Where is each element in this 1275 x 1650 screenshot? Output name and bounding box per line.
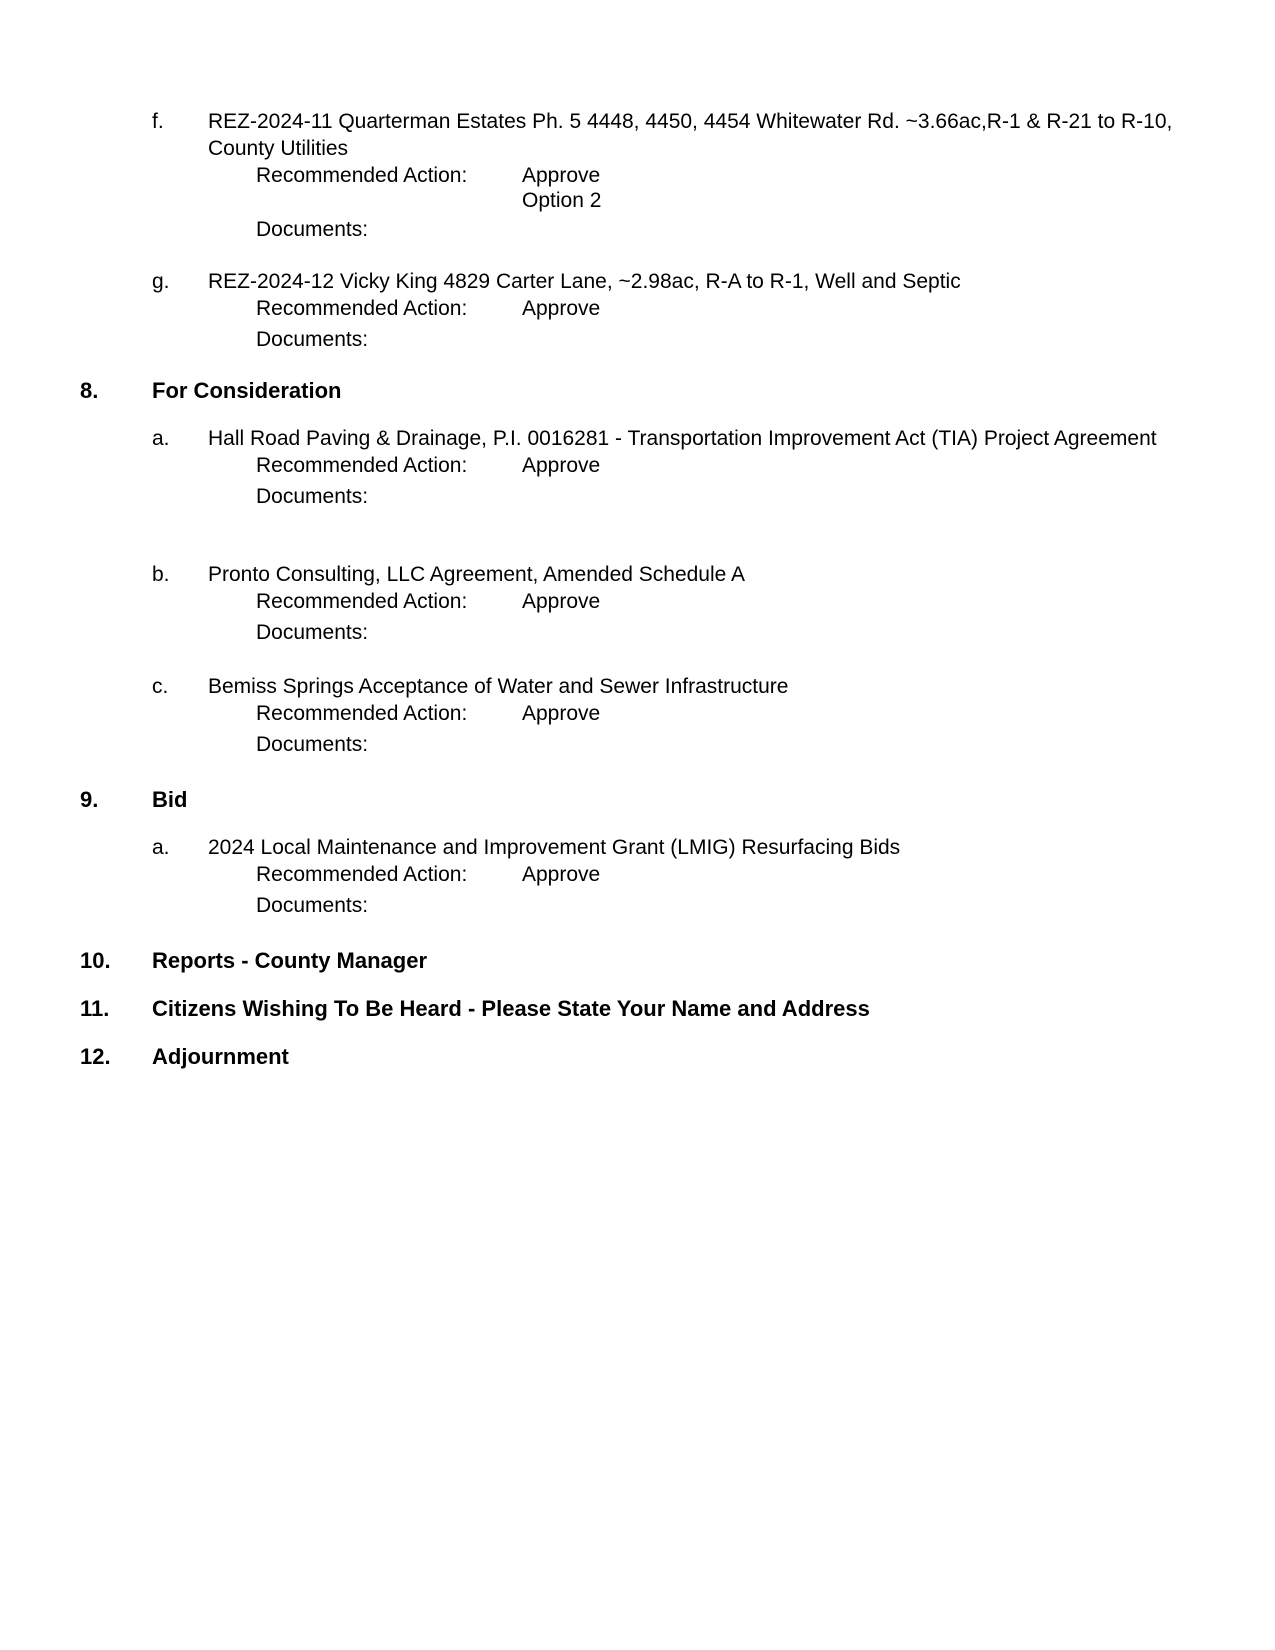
recommended-action-value: Approve xyxy=(522,164,601,187)
recommended-action-row xyxy=(256,700,1192,729)
documents-label: Documents: xyxy=(256,218,369,241)
documents-label: Documents: xyxy=(256,733,369,756)
section-number: 8. xyxy=(80,378,99,403)
documents-label: Documents: xyxy=(256,328,369,351)
section-title: Bid xyxy=(152,787,188,812)
recommended-action-row xyxy=(256,861,1192,890)
section-number: 9. xyxy=(80,787,99,812)
recommended-action-label: Recommended Action: xyxy=(256,590,468,613)
item-letter: c. xyxy=(152,675,169,698)
recommended-action-extra-row xyxy=(256,187,1192,214)
section-number: 12. xyxy=(80,1044,111,1069)
section-title: Citizens Wishing To Be Heard - Please State Your Name and Address xyxy=(152,996,870,1021)
documents-label: Documents: xyxy=(256,894,369,917)
documents-label: Documents: xyxy=(256,485,369,508)
recommended-action-value: Approve xyxy=(522,297,601,320)
recommended-action-label: Recommended Action: xyxy=(256,297,468,320)
recommended-action-label: Recommended Action: xyxy=(256,702,468,725)
item-letter: g. xyxy=(152,270,170,293)
documents-label: Documents: xyxy=(256,621,369,644)
section-number: 10. xyxy=(80,948,111,973)
recommended-action-row xyxy=(256,295,1192,324)
agenda-item-8b xyxy=(152,561,1192,646)
agenda-item-8c xyxy=(152,673,1192,758)
section-title: Reports - County Manager xyxy=(152,948,428,973)
recommended-action-value: Approve xyxy=(522,454,601,477)
item-description: REZ-2024-12 Vicky King 4829 Carter Lane, ~2.98ac, R-A to R-1, Well and Septic xyxy=(208,270,961,293)
agenda-item-7f xyxy=(152,108,1192,243)
item-description: 2024 Local Maintenance and Improvement Grant (LMIG) Resurfacing Bids xyxy=(208,836,901,859)
recommended-action-value: Approve xyxy=(522,702,601,725)
item-letter: a. xyxy=(152,836,170,859)
recommended-action-row xyxy=(256,588,1192,617)
recommended-action-value: Approve xyxy=(522,590,601,613)
recommended-action-label: Recommended Action: xyxy=(256,454,468,477)
recommended-action-extra: Option 2 xyxy=(522,189,602,212)
recommended-action-row xyxy=(256,452,1192,481)
item-letter: f. xyxy=(152,110,164,133)
section-title: Adjournment xyxy=(152,1044,289,1069)
item-description: Hall Road Paving & Drainage, P.I. 0016281 - Transportation Improvement Act (TIA) Project Agreement xyxy=(208,427,1157,450)
recommended-action-label: Recommended Action: xyxy=(256,863,468,886)
agenda-item-9a xyxy=(152,834,1192,919)
recommended-action-label: Recommended Action: xyxy=(256,164,468,187)
agenda-item-8a xyxy=(152,425,1192,510)
item-description: REZ-2024-11 Quarterman Estates Ph. 5 4448, 4450, 4454 Whitewater Rd. ~3.66ac,R-1 & R-21 to R-10, County Utilities xyxy=(208,110,1173,160)
item-letter: b. xyxy=(152,563,170,586)
item-description: Bemiss Springs Acceptance of Water and Sewer Infrastructure xyxy=(208,675,789,698)
item-letter: a. xyxy=(152,427,170,450)
recommended-action-value: Approve xyxy=(522,863,601,886)
section-title: For Consideration xyxy=(152,378,342,403)
agenda-item-7g xyxy=(152,268,1192,353)
section-number: 11. xyxy=(80,996,110,1021)
item-description: Pronto Consulting, LLC Agreement, Amended Schedule A xyxy=(208,563,746,586)
